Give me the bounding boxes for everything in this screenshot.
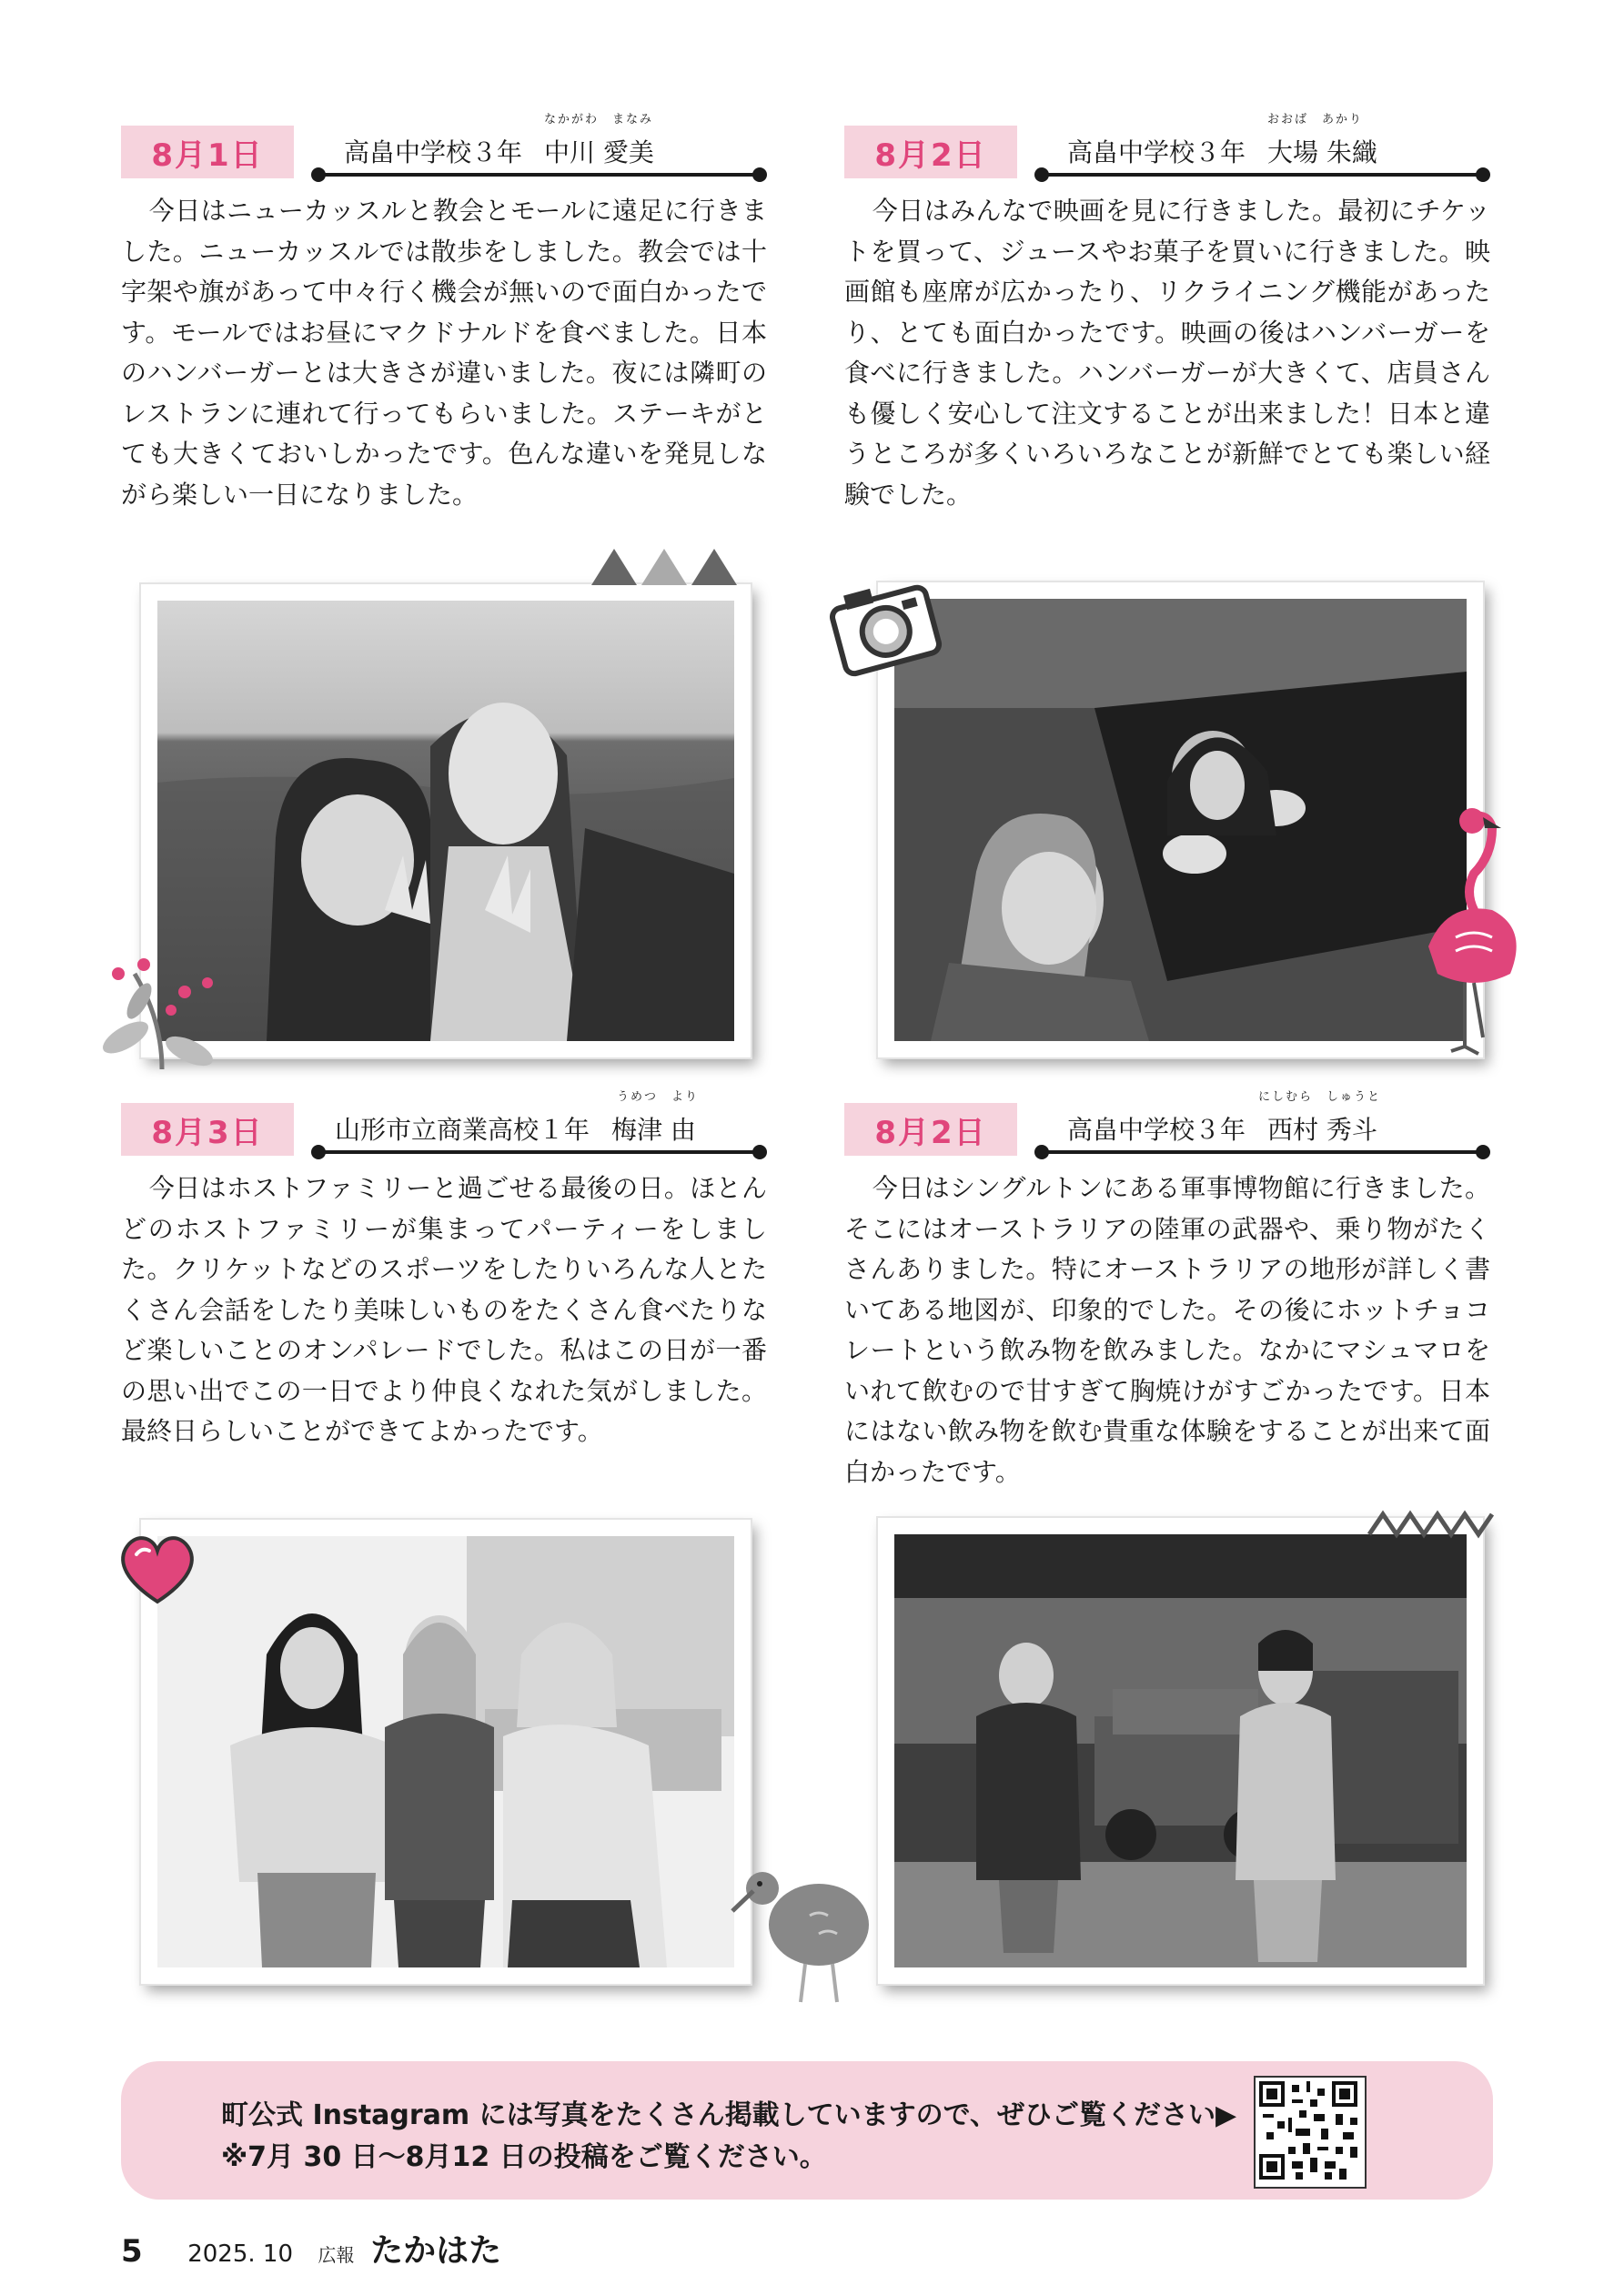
instagram-notice-box <box>121 2061 1493 2200</box>
qr-code[interactable] <box>1254 2076 1367 2189</box>
underline-rule <box>317 173 754 177</box>
author-text <box>1067 1110 1377 1147</box>
author-line <box>317 1090 767 1156</box>
photo-host-family <box>157 1536 734 1967</box>
name-ruby: うめつ より <box>617 1090 700 1104</box>
triangle-garland-icon <box>587 544 741 590</box>
school-name: 高畠中学校３年 <box>1067 1115 1246 1145</box>
page-footer <box>121 2225 501 2271</box>
line-dot-right <box>752 167 767 182</box>
name-ruby: にしむら しゅうと <box>1258 1090 1382 1104</box>
photo-restaurant-selfie <box>894 599 1467 1041</box>
kiwi-bird-icon <box>728 1838 883 2020</box>
student-name: 大場 朱織 <box>1267 137 1377 167</box>
instagram-period-text: ※7月 30 日～8月12 日の投稿をご覧ください。 <box>221 2141 827 2173</box>
zigzag-icon <box>1365 1507 1501 1543</box>
entry-body: 今日はホストファミリーと過ごせる最後の日。ほとんどのホストファミリーが集まってパーティーをしました。クリケットなどのスポーツをしたりいろんな人とたくさん会話をしたり美味しいものをたくさん食べたりなど楽しいことのオンパレードでした。私はこの日が一番の思い出でこの一日でより仲良くなれた気がしました。最終日らしいことができてよかったです。 <box>121 1173 767 1446</box>
name-ruby: おおば あかり <box>1267 113 1364 126</box>
photo-coast-selfie <box>157 601 734 1041</box>
author-line <box>317 113 767 178</box>
page-number: 5 <box>121 2233 143 2270</box>
date-badge: 8月3日 <box>121 1103 294 1156</box>
photo-frame-2 <box>878 582 1483 1057</box>
instagram-notice-text: 町公式 Instagram には写真をたくさん掲載していますので、ぜひご覧ください▶ <box>221 2099 1237 2131</box>
entry-body: 今日はみんなで映画を見に行きました。最初にチケットを買って、ジュースやお菓子を買いに行きました。映画館も座席が広かったり、リクライニング機能があったり、とても面白かったです。映画の後はハンバーガーを食べに行きました。ハンバーガーが大きくて、店員さんも優しく安心して注文することが出来ました！日本と違うところが多くいろいろなことが新鮮でとても楽しい経験でした。 <box>844 196 1490 510</box>
photo-military-museum <box>894 1534 1467 1967</box>
date-badge: 8月2日 <box>844 126 1017 178</box>
student-name: 梅津 由 <box>611 1115 696 1145</box>
flamingo-icon <box>1401 801 1528 1074</box>
author-line <box>1040 113 1490 178</box>
camera-icon <box>826 570 944 688</box>
name-ruby: なかがわ まなみ <box>544 113 654 126</box>
student-name: 西村 秀斗 <box>1267 1115 1377 1145</box>
student-name: 中川 愛美 <box>544 137 654 167</box>
line-dot-right <box>1476 1145 1490 1159</box>
author-text <box>335 1110 696 1147</box>
underline-rule <box>317 1150 754 1154</box>
entry-body: 今日はシングルトンにある軍事博物館に行きました。そこにはオーストラリアの陸軍の武器や、乗り物がたくさんありました。特にオーストラリアの地形が詳しく書いてある地図が、印象的でした。その後にホットチョコレートという飲み物を飲みました。なかにマシュマロをいれて飲むので甘すぎて胸焼けがすごかったです。日本にはない飲み物を飲む貴重な体験をすることが出来て面白かったです。 <box>844 1173 1490 1487</box>
underline-rule <box>1040 1150 1478 1154</box>
date-badge: 8月2日 <box>844 1103 1017 1156</box>
heart-icon <box>116 1531 198 1608</box>
magazine-title: たかはた <box>370 2232 502 2270</box>
issue-date: 2025. 10 <box>187 2240 293 2268</box>
school-name: 高畠中学校３年 <box>1067 137 1246 167</box>
author-text <box>1067 133 1377 169</box>
line-dot-right <box>752 1145 767 1159</box>
entry-body: 今日はニューカッスルと教会とモールに遠足に行きました。ニューカッスルでは散歩をしました。教会では十字架や旗があって中々行く機会が無いので面白かったです。モールではお昼にマクドナルドを食べました。日本のハンバーガーとは大きさが違いました。夜には隣町のレストランに連れて行ってもらいました。ステーキがとても大きくておいしかったです。色んな違いを発見しながら楽しい一日になりました。 <box>121 196 767 510</box>
plant-sprig-icon <box>98 937 226 1074</box>
school-name: 山形市立商業高校１年 <box>335 1115 590 1145</box>
author-text <box>344 133 654 169</box>
author-line <box>1040 1090 1490 1156</box>
photo-frame-4 <box>878 1518 1483 1984</box>
underline-rule <box>1040 173 1478 177</box>
kouhou-label: 広報 <box>318 2244 355 2266</box>
school-name: 高畠中学校３年 <box>344 137 523 167</box>
photo-frame-3 <box>141 1520 751 1984</box>
line-dot-right <box>1476 167 1490 182</box>
date-badge: 8月1日 <box>121 126 294 178</box>
photo-frame-1 <box>141 584 751 1057</box>
